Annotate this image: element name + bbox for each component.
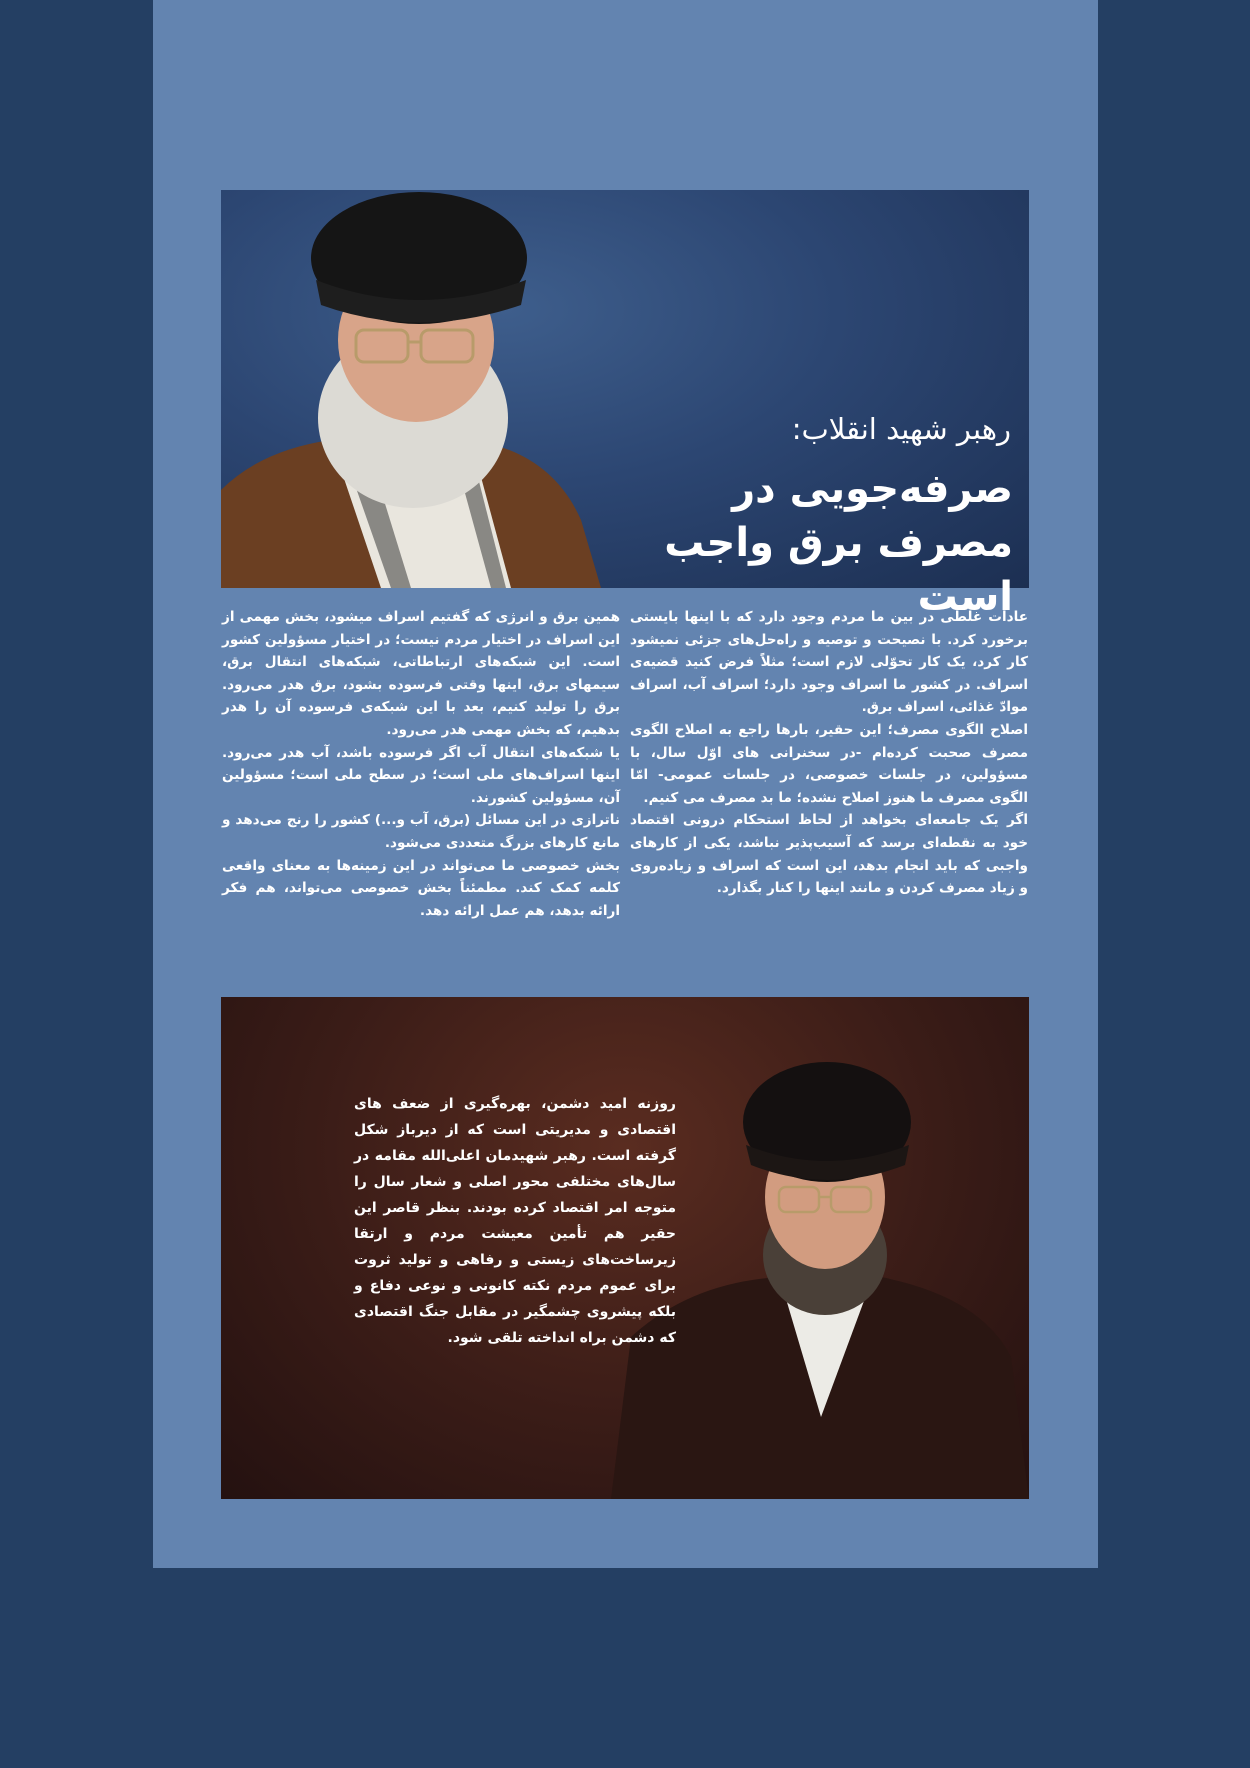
- banner-kicker: رهبر شهید انقلاب:: [791, 412, 1011, 446]
- article-paragraph: اگر یک جامعه‌ای بخواهد از لحاظ استحکام درونی اقتصاد خود به نقطه‌ای برسد که آسیب‌پذیر نباشد، یکی از کارهای واجبی که باید انجام بدهد، این است که اسراف و زیاده‌روی و زیاد مصرف کردن و مانند اینها را کنار بگذارد.: [630, 812, 1028, 897]
- article-paragraph: یا شبکه‌های انتقال آب اگر فرسوده باشد، آب هدر می‌رود. اینها اسراف‌های ملی است؛ در سطح ملی است؛ مسؤولین آن، مسؤولین کشورند.: [222, 744, 620, 806]
- article-paragraph: بخش خصوصی ما می‌تواند در این زمینه‌ها به معنای واقعی کلمه کمک کند. مطمئناً بخش خصوصی می‌تواند، هم فکر ارائه بدهد، هم عمل ارائه دهد.: [222, 857, 620, 919]
- article-paragraph: همین برق و انرژی که گفتیم اسراف میشود، بخش مهمی از این اسراف در اختیار مردم نیست؛ در اختیار مسؤولین کشور است. این شبکه‌های ارتباطاتی، شبکه‌های انتقال برق، سیمهای برق، اینها وقتی فرسوده بشود، برق هدر می‌رود. برق را تولید کنیم، بعد با این شبکه‌ی فرسوده آن را هدر بدهیم، که بخش مهمی هدر می‌رود.: [222, 609, 620, 738]
- top-banner: [221, 190, 1029, 620]
- article-paragraph: ناترازی در این مسائل (برق، آب و...) کشور را رنج می‌دهد و مانع کارهای بزرگ متعددی می‌شود.: [222, 812, 620, 851]
- article-paragraph: اصلاح الگوی مصرف؛ این حقیر، بارها راجع به اصلاح الگوی مصرف صحبت کرده‌ام -در سخنرانی های اوّل سال، با مسؤولین، در جلسات خصوصی، در جلسات عمومی- امّا الگوی مصرف ما هنوز اصلاح نشده؛ ما بد مصرف می کنیم.: [630, 721, 1028, 806]
- banner-headline: صرفه‌جویی در مصرف برق واجب است: [664, 466, 1013, 620]
- article-right-column: [630, 606, 1028, 900]
- article-paragraph: عادات غلطی در بین ما مردم وجود دارد که با اینها بایستی برخورد کرد. با نصیحت و توصیه و راه‌حل‌های جزئی نمیشود کار کرد، یک کار تحوّلی لازم است؛ مثلاً فرض کنید قضیه‌ی اسراف. در کشور ما اسراف وجود دارد؛ اسراف آب، اسراف موادّ غذائی، اسراف برق.: [630, 609, 1028, 716]
- quote-text: روزنه امید دشمن، بهره‌گیری از ضعف های اقتصادی و مدیریتی است که از دیرباز شکل گرفته است. رهبر شهیدمان اعلی‌الله مقامه در سال‌های مختلفی محور اصلی و شعار سال را متوجه امر اقتصاد کرده بودند. بنظر قاصر این حقیر هم تأمین معیشت مردم و ارتقا زیرساخت‌های زیستی و رفاهی و تولید ثروت برای عموم مردم نکته کانونی و نوعی دفاع و بلکه پیشروی چشمگیر در مقابل جنگ اقتصادی که دشمن براه انداخته تلقی شود.: [354, 1096, 676, 1346]
- article-left-column: [222, 606, 620, 922]
